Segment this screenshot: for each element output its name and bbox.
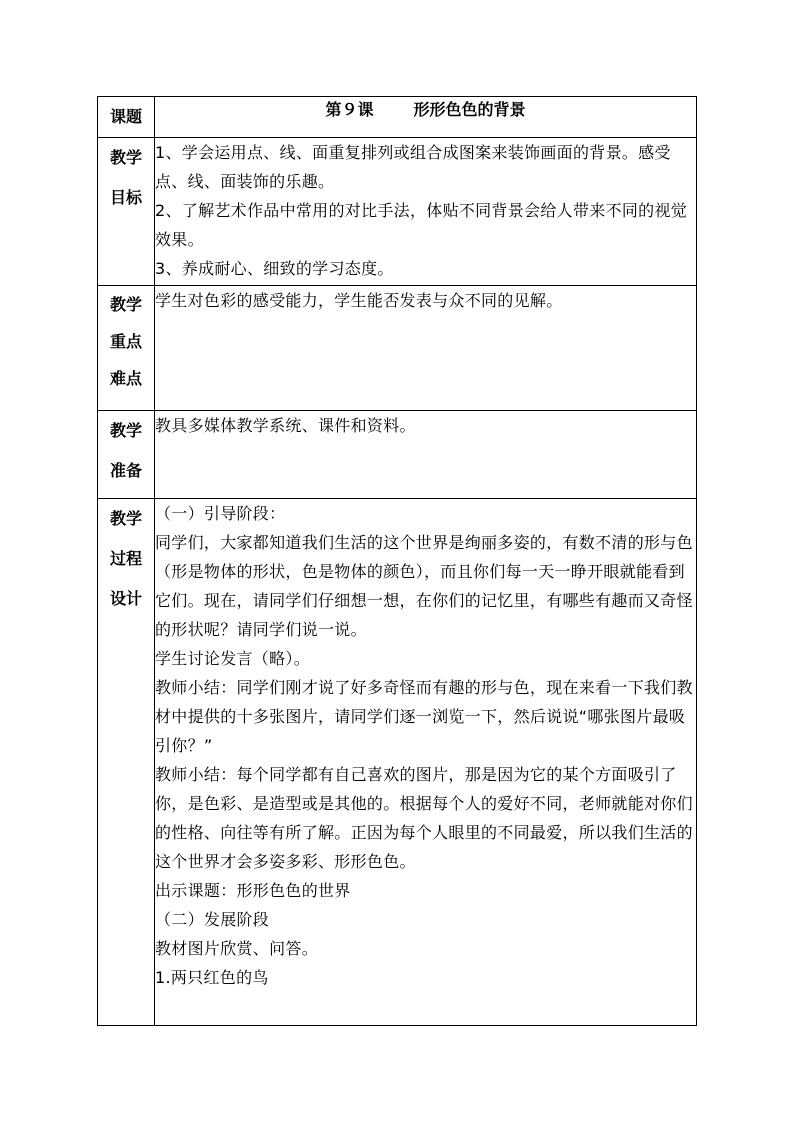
lesson-title-cell bbox=[155, 97, 697, 138]
preparation-label-cell bbox=[98, 411, 155, 499]
key-points-label-line1: 教学 bbox=[109, 295, 142, 314]
preparation-label-line1: 教学 bbox=[109, 421, 142, 440]
preparation-row bbox=[98, 411, 697, 499]
objectives-content bbox=[155, 138, 697, 286]
key-points-text: 学生对色彩的感受能力，学生能否发表与众不同的见解。 bbox=[155, 291, 563, 310]
process-row bbox=[98, 499, 697, 1026]
process-paragraph: 出示课题：形形色色的世界 bbox=[155, 881, 351, 900]
process-label-cell bbox=[98, 499, 155, 1026]
process-label-line3: 设计 bbox=[109, 589, 142, 608]
key-points-label-line3: 难点 bbox=[109, 369, 142, 388]
process-label-line1: 教学 bbox=[109, 509, 142, 528]
process-content bbox=[155, 499, 697, 1026]
process-paragraph: （二）发展阶段 bbox=[155, 910, 270, 929]
title-row bbox=[98, 97, 697, 138]
lesson-number: 第９课 bbox=[325, 100, 374, 119]
objectives-label-cell bbox=[98, 138, 155, 286]
objective-item: 1、学会运用点、线、面重复排列或组合成图案来装饰画面的背景。感受点、线、面装饰的乐趣。 bbox=[155, 143, 671, 191]
process-paragraph: 教师小结：同学们刚才说了好多奇怪而有趣的形与色，现在来看一下我们教材中提供的十多张图片，请同学们逐一浏览一下，然后说说“哪张图片最吸引你？” bbox=[155, 678, 693, 755]
key-points-label-cell bbox=[98, 286, 155, 411]
preparation-label-line2: 准备 bbox=[109, 461, 142, 480]
objectives-label-line2: 目标 bbox=[109, 188, 142, 207]
topic-label-cell bbox=[98, 97, 155, 138]
preparation-text: 教具多媒体教学系统、课件和资料。 bbox=[155, 416, 416, 435]
objectives-row bbox=[98, 138, 697, 286]
objective-item: 3、养成耐心、细致的学习态度。 bbox=[155, 259, 394, 278]
lesson-plan-table bbox=[97, 96, 697, 1026]
process-paragraph: 教材图片欣赏、问答。 bbox=[155, 939, 319, 958]
topic-label: 课题 bbox=[109, 107, 142, 126]
process-paragraph: 同学们，大家都知道我们生活的这个世界是绚丽多姿的，有数不清的形与色（形是物体的形状，色是物体的颜色），而且你们每一天一睁开眼就能看到它们。现在，请同学们仔细想一想，在你们的记忆里，有哪些有趣而又奇怪的形状呢？请同学们说一说。 bbox=[155, 533, 693, 639]
lesson-title: 形形色色的背景 bbox=[413, 100, 526, 119]
key-points-content bbox=[155, 286, 697, 411]
objective-item: 2、了解艺术作品中常用的对比手法，体贴不同背景会给人带来不同的视觉效果。 bbox=[155, 201, 688, 249]
process-paragraph: 1.两只红色的鸟 bbox=[155, 968, 269, 987]
process-paragraph: 教师小结：每个同学都有自己喜欢的图片，那是因为它的某个方面吸引了你，是色彩、是造型或是其他的。根据每个人的爱好不同，老师就能对你们的性格、向往等有所了解。正因为每个人眼里的不同最爱，所以我们生活的这个世界才会多姿多彩、形形色色。 bbox=[155, 765, 693, 871]
key-points-row bbox=[98, 286, 697, 411]
preparation-content bbox=[155, 411, 697, 499]
process-paragraph: （一）引导阶段： bbox=[155, 504, 286, 523]
objectives-label-line1: 教学 bbox=[109, 148, 142, 167]
process-label-line2: 过程 bbox=[109, 549, 142, 568]
key-points-label-line2: 重点 bbox=[109, 332, 142, 351]
process-paragraph: 学生讨论发言（略）。 bbox=[155, 649, 311, 668]
